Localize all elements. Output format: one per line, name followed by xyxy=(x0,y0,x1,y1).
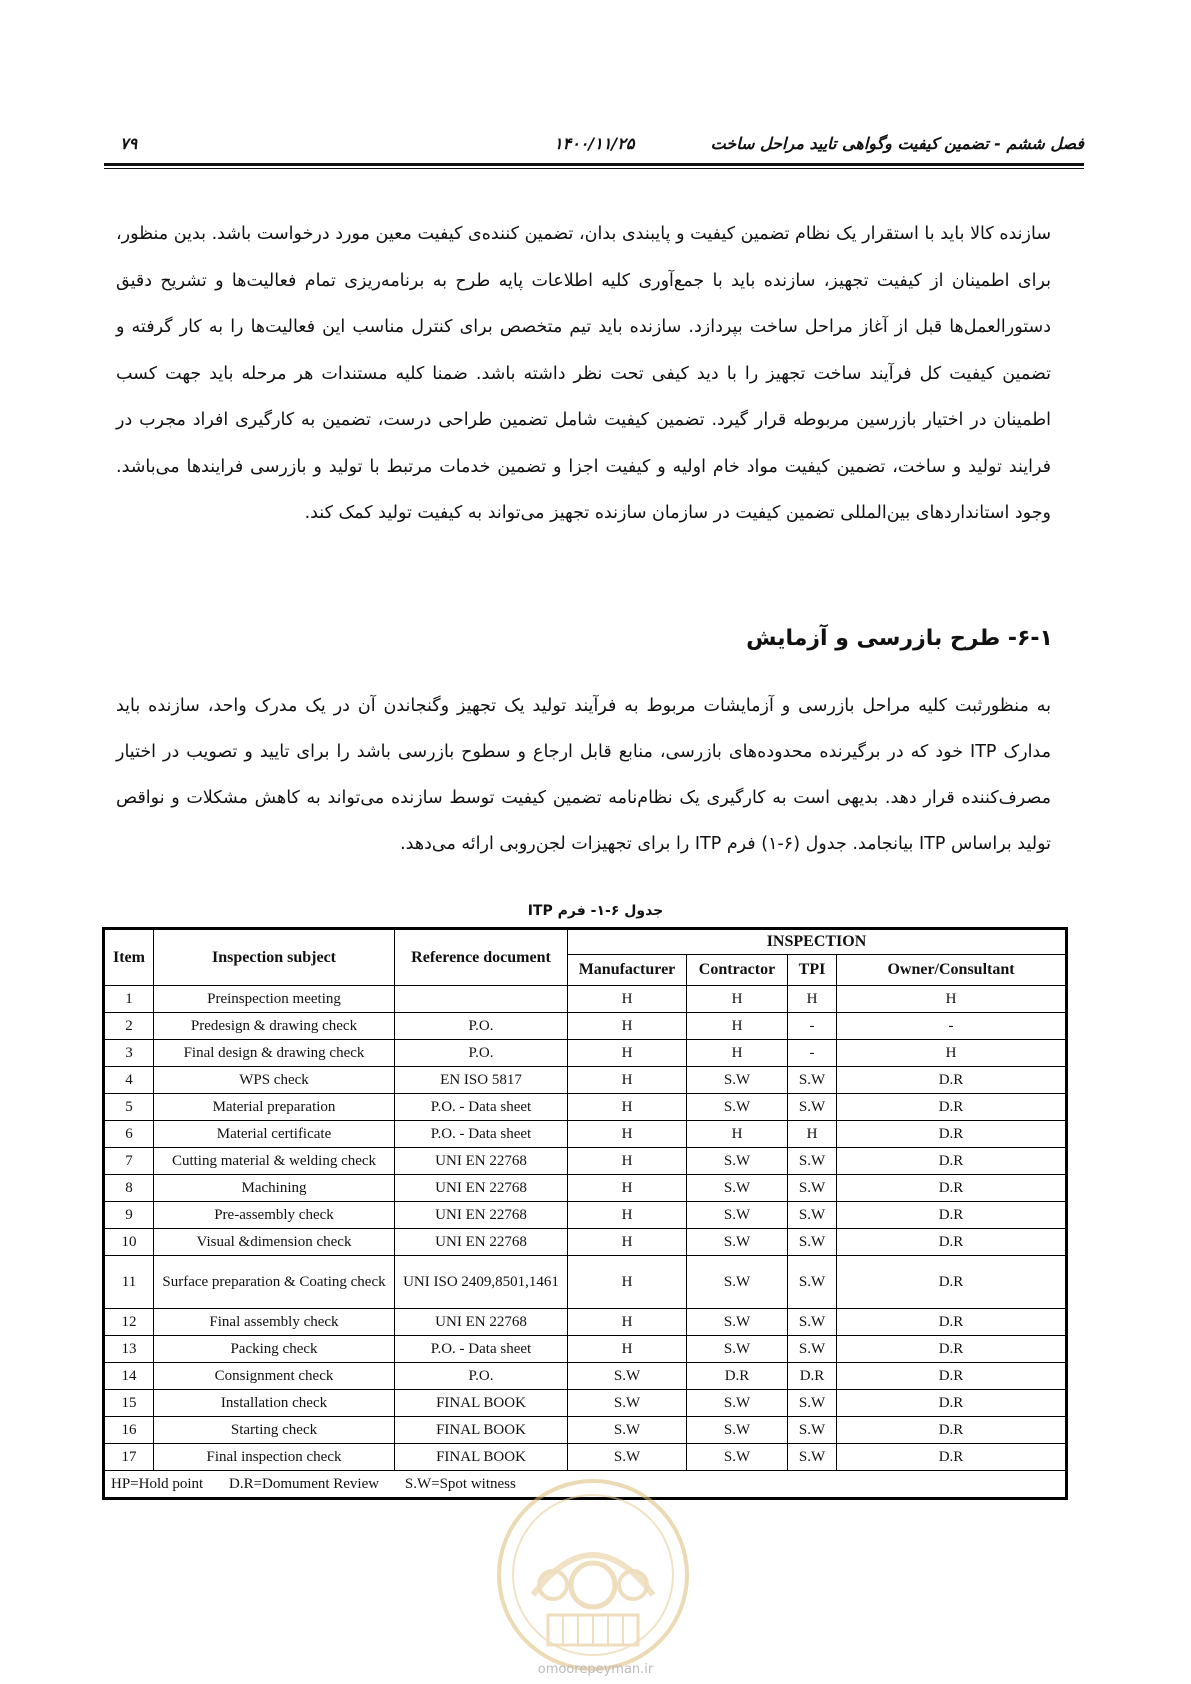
cell-tpi: S.W xyxy=(788,1175,837,1202)
header-inspection: INSPECTION xyxy=(568,929,1067,955)
table-row xyxy=(104,1040,1067,1067)
cell-owner: D.R xyxy=(837,1121,1067,1148)
table-row xyxy=(104,1229,1067,1256)
cell-subject: Final assembly check xyxy=(154,1309,395,1336)
table-row xyxy=(104,1013,1067,1040)
cell-tpi: S.W xyxy=(788,1148,837,1175)
cell-item: 3 xyxy=(104,1040,154,1067)
cell-manufacturer: H xyxy=(568,1013,687,1040)
cell-manufacturer: H xyxy=(568,1040,687,1067)
cell-contractor: S.W xyxy=(687,1229,788,1256)
header-rule-thick xyxy=(104,163,1084,166)
cell-owner: D.R xyxy=(837,1202,1067,1229)
page-header xyxy=(104,128,1084,162)
cell-reference: P.O. - Data sheet xyxy=(395,1121,568,1148)
cell-subject: Material certificate xyxy=(154,1121,395,1148)
cell-contractor: S.W xyxy=(687,1390,788,1417)
cell-manufacturer: H xyxy=(568,1121,687,1148)
header-rule-thin xyxy=(104,168,1084,169)
cell-subject: Surface preparation & Coating check xyxy=(154,1256,395,1309)
cell-manufacturer: S.W xyxy=(568,1390,687,1417)
cell-tpi: H xyxy=(788,1121,837,1148)
cell-reference: EN ISO 5817 xyxy=(395,1067,568,1094)
table-row xyxy=(104,1148,1067,1175)
cell-owner: D.R xyxy=(837,1094,1067,1121)
table-row xyxy=(104,1363,1067,1390)
header-reference-document: Reference document xyxy=(395,929,568,986)
cell-manufacturer: H xyxy=(568,1148,687,1175)
cell-reference: P.O. - Data sheet xyxy=(395,1336,568,1363)
cell-subject: Machining xyxy=(154,1175,395,1202)
cell-contractor: H xyxy=(687,986,788,1013)
cell-manufacturer: H xyxy=(568,1309,687,1336)
cell-contractor: S.W xyxy=(687,1256,788,1309)
cell-tpi: H xyxy=(788,986,837,1013)
cell-contractor: S.W xyxy=(687,1094,788,1121)
cell-subject: Visual &dimension check xyxy=(154,1229,395,1256)
cell-owner: D.R xyxy=(837,1175,1067,1202)
intro-paragraph: سازنده کالا باید با استقرار یک نظام تضمین کیفیت و پایبندی بدان، تضمین کننده‌ی کیفیت معین مورد درخواست باشد. بدین منظور، برای اطمینان از کیفیت تجهیز، سازنده باید با جمع‌آوری کلیه اطلاعات پایه طرح به برنامه‌ریزی تمام فعالیت‌ها و تشریح دقیق دستورالعمل‌ها قبل از آغاز مراحل ساخت بپردازد. سازنده باید تیم متخصص برای کنترل مناسب این فعالیت‌ها را به کار گرفته و تضمین کیفیت کل فرآیند ساخت تجهیز را با دید کیفی تحت نظر داشته باشد. ضمنا کلیه مستندات هر مرحله باید جهت کسب اطمینان در اختیار بازرسین مربوطه قرار گیرد. تضمین کیفیت شامل تضمین طراحی درست، تضمین به کارگیری افراد مجرب در فرایند تولید و ساخت، تضمین کیفیت مواد خام اولیه و کیفیت اجزا و تضمین خدمات مرتبط با تولید و بازرسی فرایندها می‌باشد. وجود استانداردهای بین‌المللی تضمین کیفیت در سازمان سازنده تجهیز می‌تواند به کیفیت تولید کمک کند. xyxy=(116,224,1051,523)
header-manufacturer: Manufacturer xyxy=(568,955,687,986)
cell-manufacturer: H xyxy=(568,1336,687,1363)
cell-owner: D.R xyxy=(837,1444,1067,1471)
cell-reference: P.O. xyxy=(395,1013,568,1040)
table-row xyxy=(104,1336,1067,1363)
cell-subject: Predesign & drawing check xyxy=(154,1013,395,1040)
header-date: ۱۴۰۰/۱۱/۲۵ xyxy=(554,134,635,153)
cell-subject: Final design & drawing check xyxy=(154,1040,395,1067)
cell-item: 4 xyxy=(104,1067,154,1094)
cell-contractor: H xyxy=(687,1040,788,1067)
cell-subject: Final inspection check xyxy=(154,1444,395,1471)
cell-reference: P.O. xyxy=(395,1040,568,1067)
cell-tpi: S.W xyxy=(788,1229,837,1256)
cell-subject: Material preparation xyxy=(154,1094,395,1121)
cell-reference: FINAL BOOK xyxy=(395,1444,568,1471)
cell-owner: D.R xyxy=(837,1336,1067,1363)
cell-item: 12 xyxy=(104,1309,154,1336)
cell-reference: UNI ISO 2409,8501,1461 xyxy=(395,1256,568,1309)
cell-contractor: S.W xyxy=(687,1309,788,1336)
cell-subject: Starting check xyxy=(154,1417,395,1444)
section-paragraph: به منظورثبت کلیه مراحل بازرسی و آزمایشات مربوط به فرآیند تولید یک تجهیز وگنجاندن آن در یک مدرک واحد، سازنده باید مدارک ITP خود که در برگیرنده محدوده‌های بازرسی، منابع قابل ارجاع و سطوح بازرسی باشد را برای تایید و تصویب در اختیار مصرف‌کننده قرار دهد. بدیهی است به کارگیری یک نظام‌نامه تضمین کیفیت توسط سازنده می‌تواند به کاهش مشکلات و نواقص تولید براساس ITP بیانجامد. جدول (۶-۱) فرم ITP را برای تجهیزات لجن‌روبی ارائه می‌دهد. xyxy=(116,696,1051,854)
cell-manufacturer: S.W xyxy=(568,1417,687,1444)
cell-manufacturer: H xyxy=(568,1229,687,1256)
cell-manufacturer: S.W xyxy=(568,1444,687,1471)
cell-owner: D.R xyxy=(837,1390,1067,1417)
cell-owner: D.R xyxy=(837,1363,1067,1390)
table-row xyxy=(104,1309,1067,1336)
table-row xyxy=(104,1444,1067,1471)
cell-item: 17 xyxy=(104,1444,154,1471)
cell-owner: D.R xyxy=(837,1067,1067,1094)
table-row xyxy=(104,1067,1067,1094)
cell-subject: Installation check xyxy=(154,1390,395,1417)
cell-subject: Preinspection meeting xyxy=(154,986,395,1013)
cell-reference: UNI EN 22768 xyxy=(395,1202,568,1229)
cell-tpi: S.W xyxy=(788,1067,837,1094)
chapter-title: فصل ششم - تضمین کیفیت وگواهی تایید مراحل ساخت xyxy=(710,134,1084,153)
cell-tpi: S.W xyxy=(788,1336,837,1363)
cell-item: 5 xyxy=(104,1094,154,1121)
cell-item: 14 xyxy=(104,1363,154,1390)
cell-contractor: S.W xyxy=(687,1417,788,1444)
cell-tpi: S.W xyxy=(788,1256,837,1309)
cell-subject: Cutting material & welding check xyxy=(154,1148,395,1175)
cell-item: 15 xyxy=(104,1390,154,1417)
cell-subject: Pre-assembly check xyxy=(154,1202,395,1229)
legend-hold-point: HP=Hold point xyxy=(111,1476,204,1492)
cell-reference xyxy=(395,986,568,1013)
cell-item: 7 xyxy=(104,1148,154,1175)
cell-manufacturer: H xyxy=(568,1067,687,1094)
cell-reference: P.O. xyxy=(395,1363,568,1390)
cell-reference: UNI EN 22768 xyxy=(395,1175,568,1202)
section-heading: ۶-۱- طرح بازرسی و آزمایش xyxy=(746,626,1053,651)
cell-subject: Consignment check xyxy=(154,1363,395,1390)
cell-tpi: - xyxy=(788,1013,837,1040)
table-row xyxy=(104,1202,1067,1229)
cell-owner: H xyxy=(837,986,1067,1013)
cell-tpi: D.R xyxy=(788,1363,837,1390)
cell-owner: - xyxy=(837,1013,1067,1040)
table-row xyxy=(104,1094,1067,1121)
cell-item: 9 xyxy=(104,1202,154,1229)
cell-contractor: S.W xyxy=(687,1336,788,1363)
cell-item: 16 xyxy=(104,1417,154,1444)
cell-subject: WPS check xyxy=(154,1067,395,1094)
header-item: Item xyxy=(104,929,154,986)
cell-reference: FINAL BOOK xyxy=(395,1390,568,1417)
cell-item: 2 xyxy=(104,1013,154,1040)
cell-owner: H xyxy=(837,1040,1067,1067)
table-row xyxy=(104,1256,1067,1309)
cell-tpi: S.W xyxy=(788,1444,837,1471)
cell-tpi: S.W xyxy=(788,1417,837,1444)
cell-item: 11 xyxy=(104,1256,154,1309)
cell-tpi: S.W xyxy=(788,1094,837,1121)
cell-contractor: D.R xyxy=(687,1363,788,1390)
watermark-url: omoorepeyman.ir xyxy=(537,1662,654,1677)
cell-manufacturer: H xyxy=(568,1256,687,1309)
cell-item: 8 xyxy=(104,1175,154,1202)
legend-spot-witness: S.W=Spot witness xyxy=(404,1476,516,1492)
header-contractor: Contractor xyxy=(687,955,788,986)
legend-document-review: D.R=Domument Review xyxy=(228,1476,380,1492)
cell-reference: FINAL BOOK xyxy=(395,1417,568,1444)
page-number: ۷۹ xyxy=(120,134,138,153)
cell-manufacturer: H xyxy=(568,1202,687,1229)
table-row xyxy=(104,1390,1067,1417)
table-row xyxy=(104,1175,1067,1202)
table-row xyxy=(104,1121,1067,1148)
cell-item: 6 xyxy=(104,1121,154,1148)
cell-owner: D.R xyxy=(837,1229,1067,1256)
cell-manufacturer: H xyxy=(568,986,687,1013)
cell-tpi: S.W xyxy=(788,1390,837,1417)
cell-item: 10 xyxy=(104,1229,154,1256)
cell-subject: Packing check xyxy=(154,1336,395,1363)
cell-reference: UNI EN 22768 xyxy=(395,1148,568,1175)
cell-owner: D.R xyxy=(837,1309,1067,1336)
header-inspection-subject: Inspection subject xyxy=(154,929,395,986)
header-owner-consultant: Owner/Consultant xyxy=(837,955,1067,986)
watermark-seal-logo xyxy=(493,1475,693,1675)
cell-tpi: - xyxy=(788,1040,837,1067)
itp-table-body xyxy=(104,986,1067,1471)
header-tpi: TPI xyxy=(788,955,837,986)
table-caption: جدول ۶-۱- فرم ITP xyxy=(527,903,664,919)
cell-contractor: S.W xyxy=(687,1148,788,1175)
cell-reference: P.O. - Data sheet xyxy=(395,1094,568,1121)
cell-contractor: S.W xyxy=(687,1444,788,1471)
cell-tpi: S.W xyxy=(788,1309,837,1336)
cell-manufacturer: S.W xyxy=(568,1363,687,1390)
cell-contractor: H xyxy=(687,1013,788,1040)
cell-item: 13 xyxy=(104,1336,154,1363)
cell-tpi: S.W xyxy=(788,1202,837,1229)
cell-manufacturer: H xyxy=(568,1094,687,1121)
cell-manufacturer: H xyxy=(568,1175,687,1202)
cell-item: 1 xyxy=(104,986,154,1013)
table-row xyxy=(104,986,1067,1013)
table-row xyxy=(104,1417,1067,1444)
cell-contractor: S.W xyxy=(687,1202,788,1229)
cell-reference: UNI EN 22768 xyxy=(395,1309,568,1336)
itp-table xyxy=(102,927,1068,1500)
cell-contractor: S.W xyxy=(687,1067,788,1094)
cell-owner: D.R xyxy=(837,1256,1067,1309)
cell-owner: D.R xyxy=(837,1417,1067,1444)
cell-owner: D.R xyxy=(837,1148,1067,1175)
cell-contractor: H xyxy=(687,1121,788,1148)
cell-contractor: S.W xyxy=(687,1175,788,1202)
cell-reference: UNI EN 22768 xyxy=(395,1229,568,1256)
